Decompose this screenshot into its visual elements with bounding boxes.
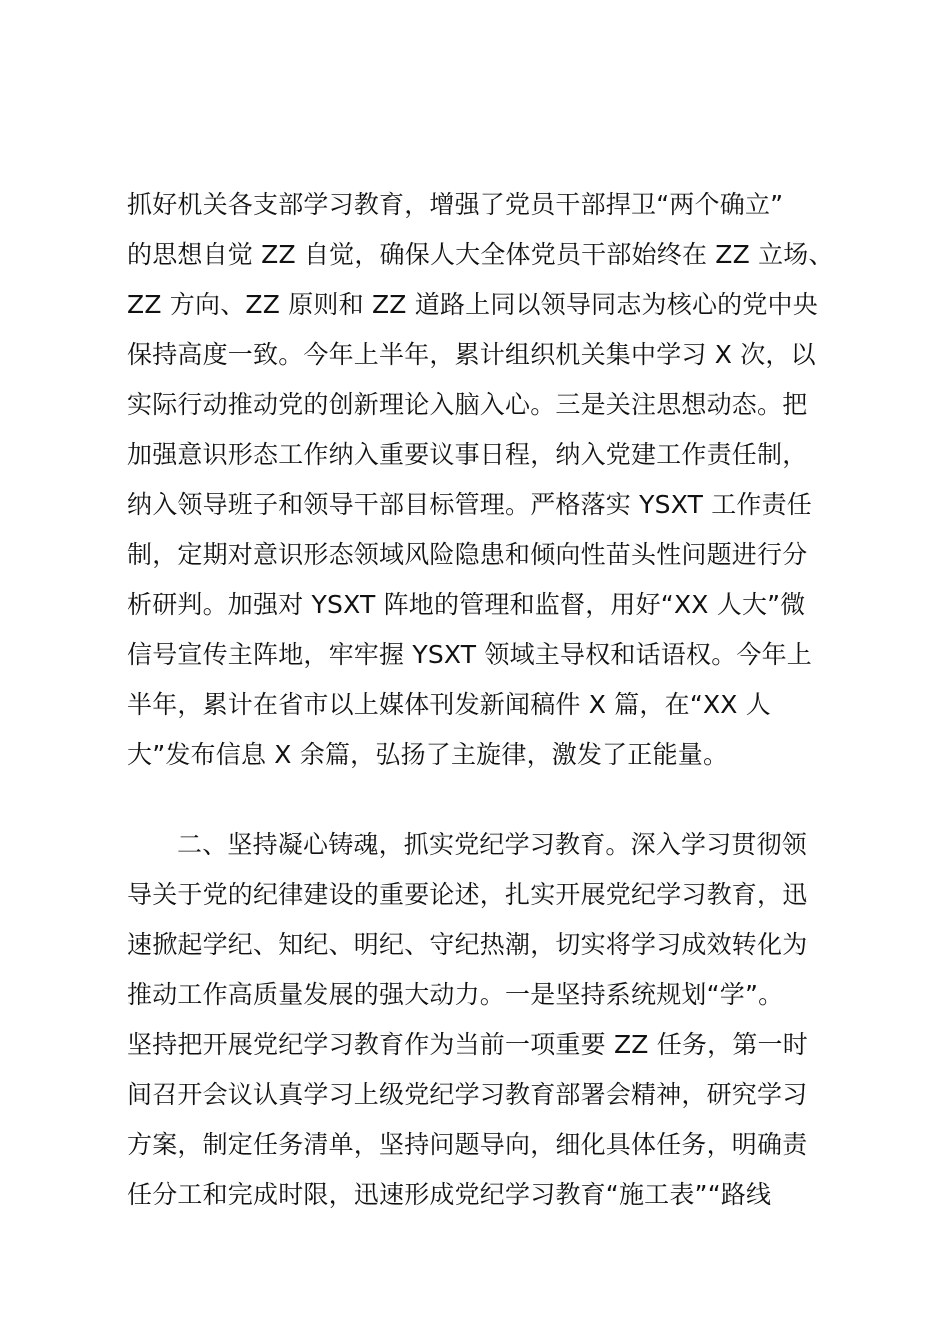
text-line: 任分工和完成时限，迅速形成党纪学习教育“施工表”“路线 [127, 1180, 772, 1209]
text-line: 纳入领导班子和领导干部目标管理。严格落实 YSXT 工作责任 [127, 490, 812, 519]
text-line: 二、坚持凝心铸魂，抓实党纪学习教育。深入学习贯彻领 [177, 830, 808, 859]
text-line: 导关于党的纪律建设的重要论述，扎实开展党纪学习教育，迅 [127, 880, 808, 909]
paragraph-1 [127, 180, 837, 780]
text-line: 半年，累计在省市以上媒体刊发新闻稿件 X 篇，在“XX 人 [127, 690, 771, 719]
text-line: 析研判。加强对 YSXT 阵地的管理和监督，用好“XX 人大”微 [127, 590, 806, 619]
text-line: 抓好机关各支部学习教育，增强了党员干部捍卫“两个确立” [127, 190, 784, 219]
text-line: 推动工作高质量发展的强大动力。一是坚持系统规划“学”。 [127, 980, 784, 1009]
text-line: 大”发布信息 X 余篇，弘扬了主旋律，激发了正能量。 [127, 740, 729, 769]
text-line: 的思想自觉 ZZ 自觉，确保人大全体党员干部始终在 ZZ 立场、 [127, 240, 834, 269]
text-line: ZZ 方向、ZZ 原则和 ZZ 道路上同以领导同志为核心的党中央 [127, 290, 818, 319]
text-line: 加强意识形态工作纳入重要议事日程，纳入党建工作责任制， [127, 440, 808, 469]
text-line: 保持高度一致。今年上半年，累计组织机关集中学习 X 次，以 [127, 340, 816, 369]
paragraph-2 [127, 820, 837, 1220]
text-line: 方案，制定任务清单，坚持问题导向，细化具体任务，明确责 [127, 1130, 808, 1159]
text-line: 坚持把开展党纪学习教育作为当前一项重要 ZZ 任务，第一时 [127, 1030, 808, 1059]
text-line: 信号宣传主阵地，牢牢握 YSXT 领域主导权和话语权。今年上 [127, 640, 812, 669]
text-line: 实际行动推动党的创新理论入脑入心。三是关注思想动态。把 [127, 390, 808, 419]
text-line: 速掀起学纪、知纪、明纪、守纪热潮，切实将学习成效转化为 [127, 930, 808, 959]
text-line: 间召开会议认真学习上级党纪学习教育部署会精神，研究学习 [127, 1080, 808, 1109]
text-line: 制，定期对意识形态领域风险隐患和倾向性苗头性问题进行分 [127, 540, 808, 569]
